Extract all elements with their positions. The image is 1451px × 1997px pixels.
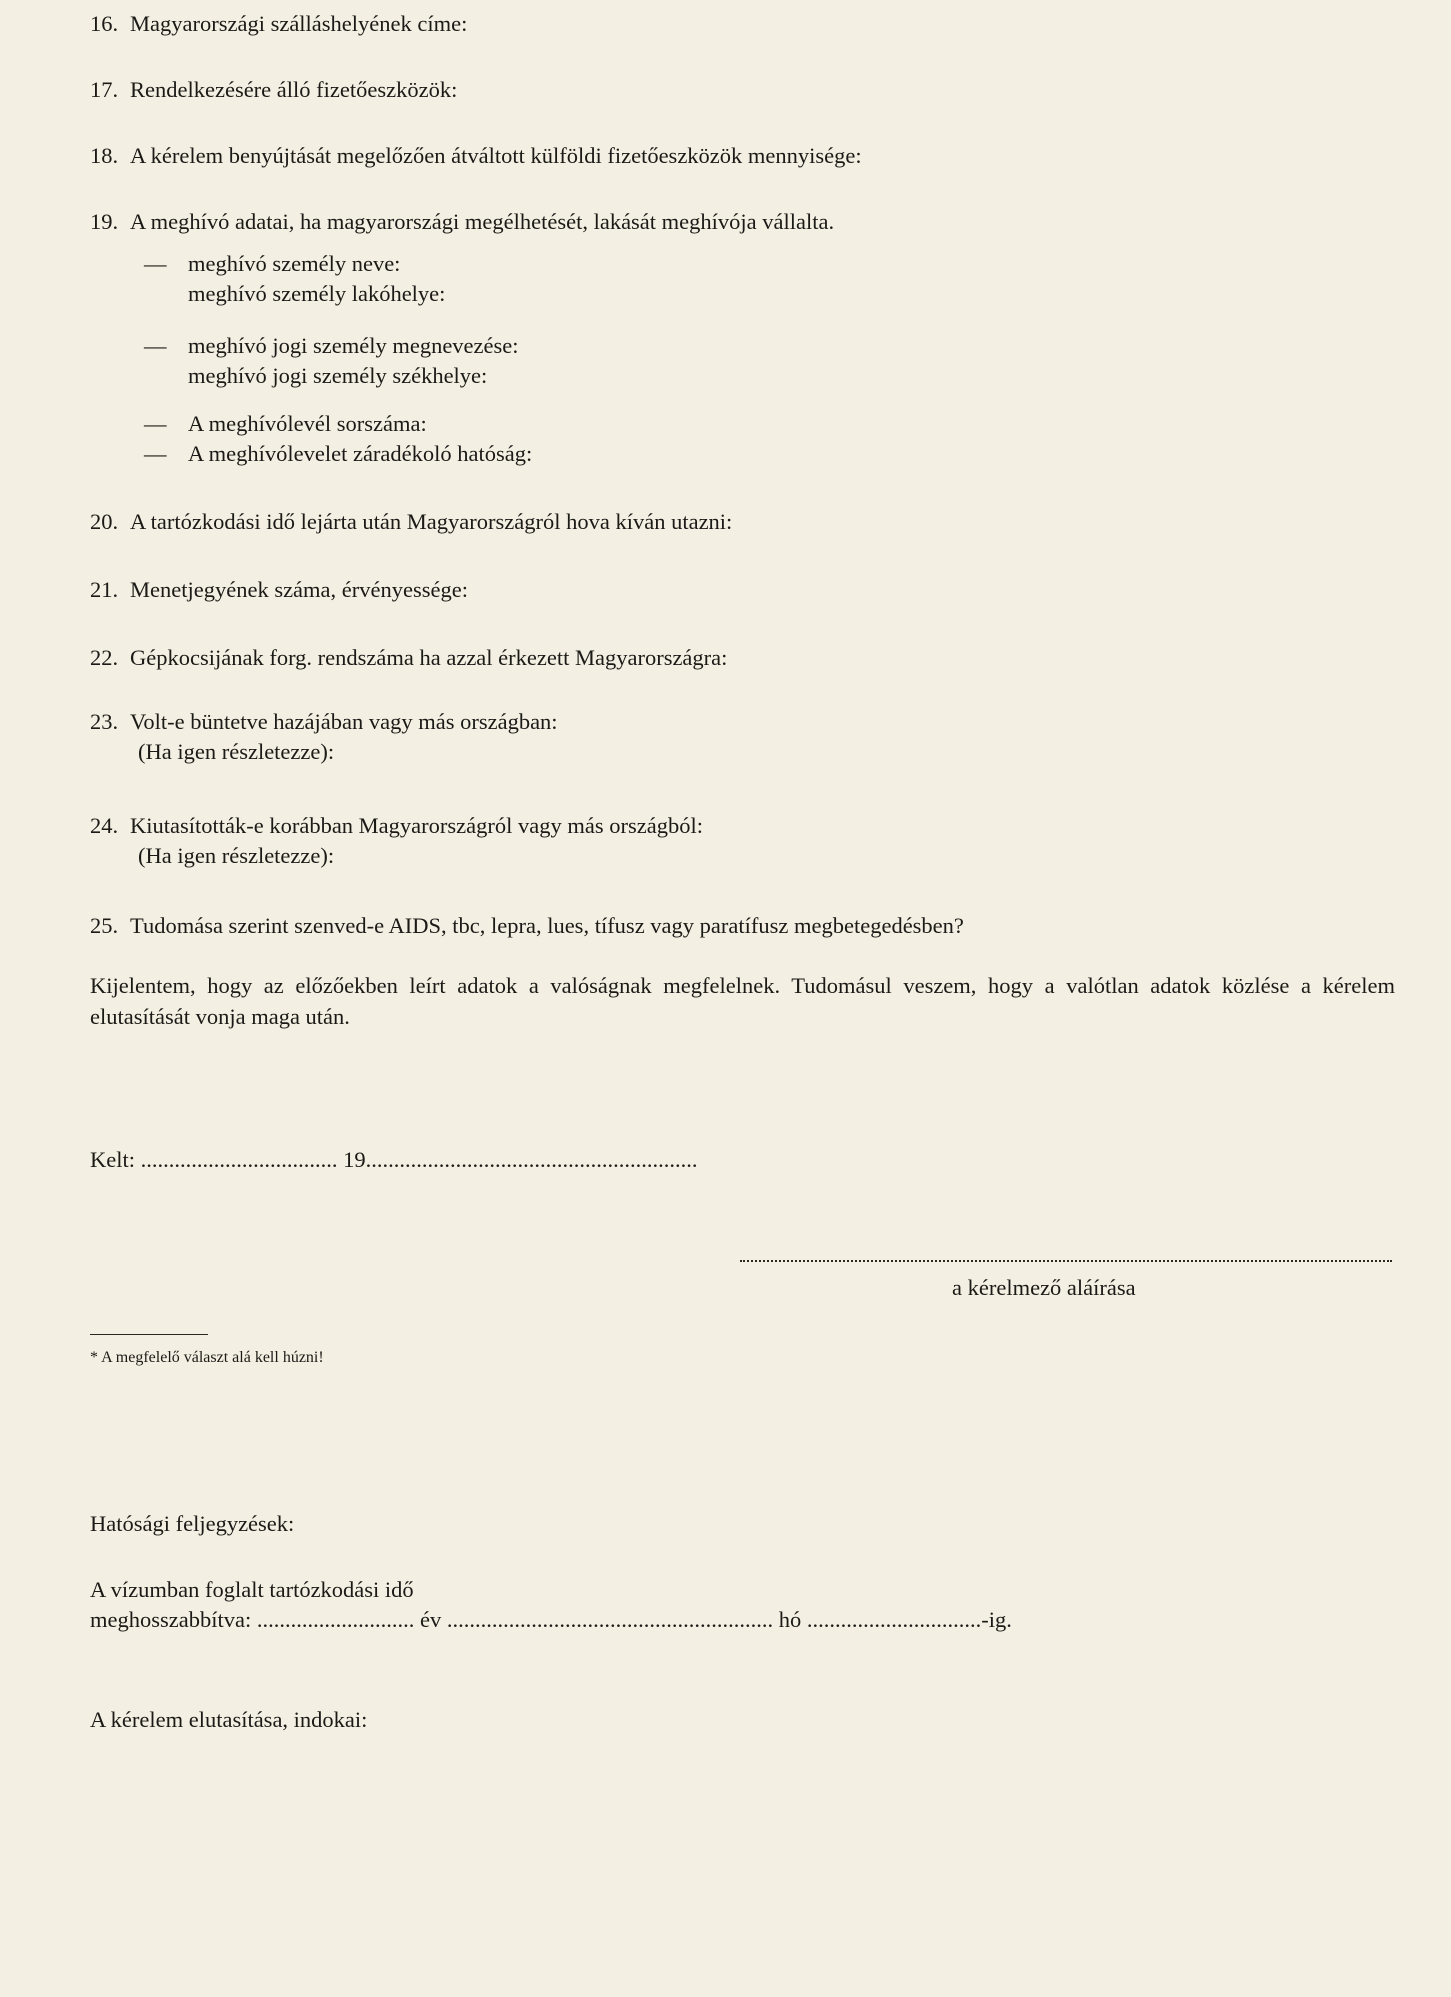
item-text: Rendelkezésére álló fizetőeszközök: — [130, 77, 458, 102]
footnote-rule — [90, 1334, 208, 1335]
item-number: 22. — [90, 645, 119, 670]
item-text: Magyarországi szálláshelyének címe: — [130, 11, 468, 36]
item-17 — [90, 76, 457, 104]
item-25 — [90, 912, 964, 940]
item-text: A tartózkodási idő lejárta után Magyarországról hova kíván utazni: — [130, 509, 733, 534]
inviter-person-name: — meghívó személy neve: — [144, 251, 401, 276]
item-20 — [90, 508, 732, 536]
item-23 — [90, 708, 558, 736]
item-text: A meghívó adatai, ha magyarországi megélhetését, lakását meghívója vállalta. — [130, 209, 835, 234]
invitation-letter-number: — A meghívólevél sorszáma: — [144, 411, 427, 436]
item-16 — [90, 10, 467, 38]
item-19 — [90, 208, 834, 236]
dash: — — [144, 411, 167, 436]
item-number: 18. — [90, 143, 119, 168]
dated-line: Kelt: ................................... 19........................................................... — [90, 1147, 698, 1172]
item-number: 21. — [90, 577, 119, 602]
dash: — — [144, 333, 167, 358]
invitation-letter-authority: — A meghívólevelet záradékoló hatóság: — [144, 441, 533, 466]
item-number: 19. — [90, 209, 119, 234]
item-24-sub: (Ha igen részletezze): — [138, 843, 335, 868]
item-18 — [90, 142, 862, 170]
signature-line — [740, 1260, 1392, 1262]
item-24 — [90, 812, 703, 840]
authority-heading: Hatósági feljegyzések: — [90, 1511, 295, 1536]
extension-line-1: A vízumban foglalt tartózkodási idő — [90, 1577, 414, 1602]
footnote: * A megfelelő választ alá kell húzni! — [90, 1349, 324, 1366]
dash: — — [144, 251, 167, 276]
item-number: 24. — [90, 813, 119, 838]
item-number: 20. — [90, 509, 119, 534]
signature-caption: a kérelmező aláírása — [952, 1275, 1136, 1300]
item-text: Menetjegyének száma, érvényessége: — [130, 577, 468, 602]
item-21 — [90, 576, 468, 604]
item-text: Kiutasították-e korábban Magyarországról vagy más országból: — [130, 813, 703, 838]
inviter-person-residence: meghívó személy lakóhelye: — [188, 281, 446, 306]
item-22 — [90, 644, 727, 672]
item-23-sub: (Ha igen részletezze): — [138, 739, 335, 764]
item-number: 23. — [90, 709, 119, 734]
item-number: 17. — [90, 77, 119, 102]
item-text: Volt-e büntetve hazájában vagy más országban: — [130, 709, 558, 734]
rejection-reasons: A kérelem elutasítása, indokai: — [90, 1707, 368, 1732]
extension-line-2: meghosszabbítva: ............................ év .......................................................... hó ...............................-ig. — [90, 1607, 1012, 1632]
declaration: Kijelentem, hogy az előzőekben leírt adatok a valóságnak megfelelnek. Tudomásul veszem, hogy a valótlan adatok közlése a kérelem elutasítását vonja maga után. — [90, 973, 1395, 1029]
item-text: Tudomása szerint szenved-e AIDS, tbc, lepra, lues, tífusz vagy paratífusz megbetegedésben? — [130, 913, 964, 938]
item-text: Gépkocsijának forg. rendszáma ha azzal érkezett Magyarországra: — [130, 645, 728, 670]
inviter-entity-seat: meghívó jogi személy székhelye: — [188, 363, 488, 388]
item-number: 25. — [90, 913, 119, 938]
item-text: A kérelem benyújtását megelőzően átváltott külföldi fizetőeszközök mennyisége: — [130, 143, 862, 168]
item-number: 16. — [90, 11, 119, 36]
dash: — — [144, 441, 167, 466]
inviter-entity-name: — meghívó jogi személy megnevezése: — [144, 333, 519, 358]
